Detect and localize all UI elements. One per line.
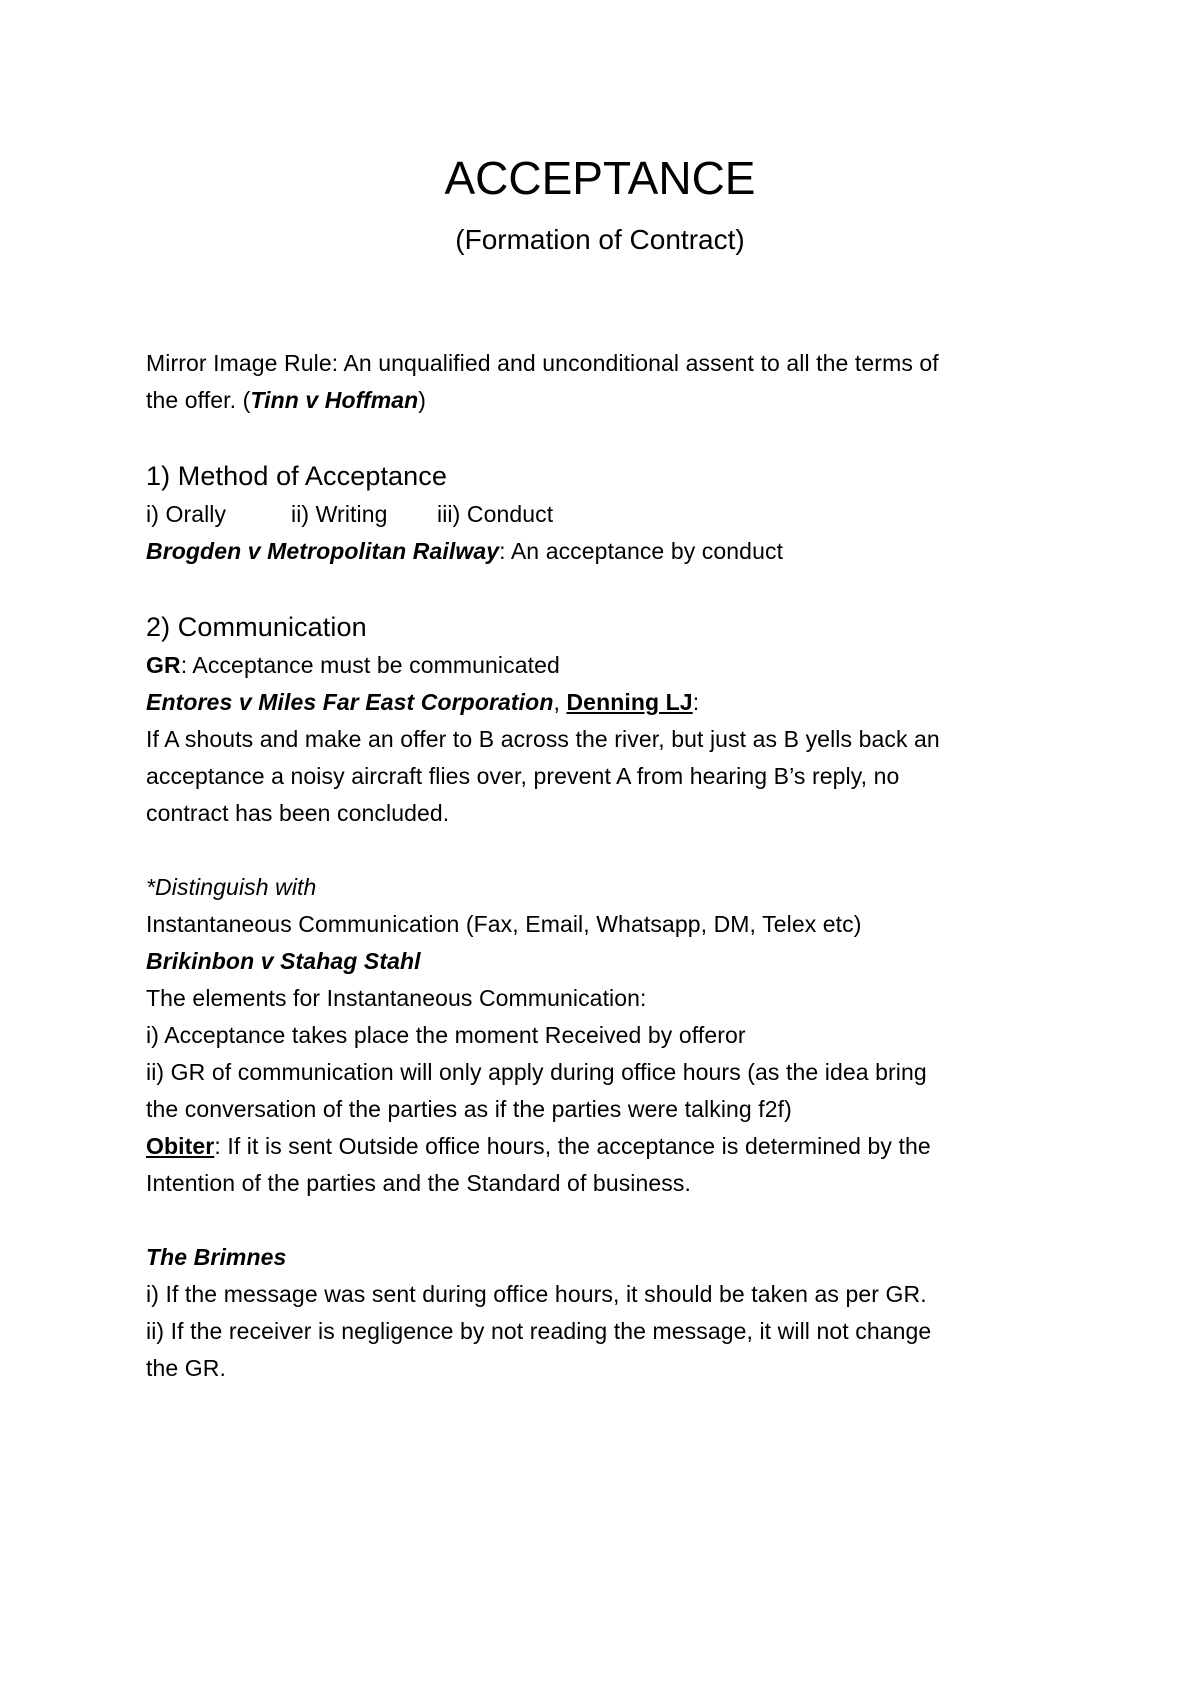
intro-line-2-pre: the offer. ( xyxy=(146,387,251,413)
document-subtitle: (Formation of Contract) xyxy=(455,224,745,255)
brimnes-1: i) If the message was sent during office hours, it should be taken as per GR. xyxy=(146,1281,927,1307)
case-entores: Entores v Miles Far East Corporation xyxy=(146,689,554,715)
entores-comma: , xyxy=(553,689,567,715)
option-orally: i) Orally xyxy=(146,501,227,527)
element-2: ii) GR of communication will only apply during office hours (as the idea bring xyxy=(146,1059,927,1085)
instantaneous-line: Instantaneous Communication (Fax, Email, Whatsapp, DM, Telex etc) xyxy=(146,911,862,937)
gr-label: GR xyxy=(146,652,181,678)
entores-colon: : xyxy=(692,689,700,715)
obiter-label: Obiter xyxy=(146,1133,215,1159)
brogden-text: : An acceptance by conduct xyxy=(499,538,784,564)
brimnes-2: ii) If the receiver is negligence by not reading the message, it will not change xyxy=(146,1318,932,1344)
obiter-line xyxy=(146,1128,1066,1165)
intro-line-1: Mirror Image Rule: An unqualified and unconditional assent to all the terms of xyxy=(146,350,939,376)
brogden-line xyxy=(146,533,1066,570)
entores-para-3: contract has been concluded. xyxy=(146,800,450,826)
case-tinn-v-hoffman: Tinn v Hoffman xyxy=(250,387,419,413)
method-options xyxy=(146,496,1066,533)
option-conduct: iii) Conduct xyxy=(437,501,554,527)
intro-line-2-post: ) xyxy=(418,387,427,413)
spacer xyxy=(146,1202,1066,1239)
distinguish-line: *Distinguish with xyxy=(146,874,317,900)
spacer xyxy=(146,419,1066,456)
intro-line-2 xyxy=(146,382,1066,419)
element-1: i) Acceptance takes place the moment Received by offeror xyxy=(146,1022,746,1048)
brimnes-3: the GR. xyxy=(146,1355,226,1381)
judge-denning: Denning LJ xyxy=(566,689,693,715)
case-brikinbon: Brikinbon v Stahag Stahl xyxy=(146,948,421,974)
entores-line xyxy=(146,684,1066,721)
obiter-text: : If it is sent Outside office hours, the acceptance is determined by the xyxy=(214,1133,931,1159)
obiter-line-2: Intention of the parties and the Standard of business. xyxy=(146,1170,691,1196)
gr-line xyxy=(146,647,1066,684)
entores-para-2: acceptance a noisy aircraft flies over, prevent A from hearing B’s reply, no xyxy=(146,763,900,789)
document-title: ACCEPTANCE xyxy=(444,152,756,204)
element-2-cont: the conversation of the parties as if the parties were talking f2f) xyxy=(146,1096,792,1122)
entores-para-1: If A shouts and make an offer to B across the river, but just as B yells back an xyxy=(146,726,940,752)
case-brimnes: The Brimnes xyxy=(146,1244,287,1270)
option-writing: ii) Writing xyxy=(291,501,388,527)
section-2-heading: 2) Communication xyxy=(146,612,367,642)
spacer xyxy=(146,832,1066,869)
case-brogden: Brogden v Metropolitan Railway xyxy=(146,538,500,564)
spacer xyxy=(146,570,1066,607)
section-1-heading: 1) Method of Acceptance xyxy=(146,461,447,491)
elements-intro: The elements for Instantaneous Communication: xyxy=(146,985,647,1011)
document-body xyxy=(146,345,1066,1387)
gr-text: : Acceptance must be communicated xyxy=(180,652,560,678)
